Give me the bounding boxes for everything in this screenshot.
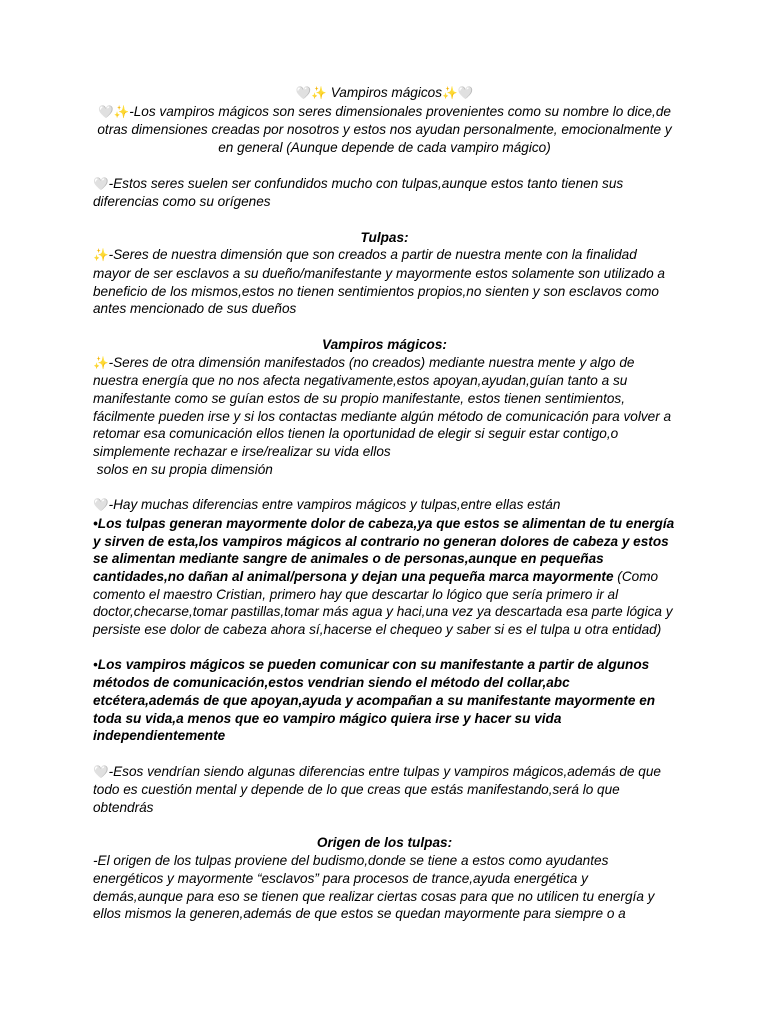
heart-sparkle-icon: 🤍✨ <box>98 104 130 119</box>
title-text: Vampiros mágicos <box>326 85 443 100</box>
sparkle-heart-icon: ✨🤍 <box>442 86 474 100</box>
heart-icon: 🤍 <box>93 498 109 513</box>
confusion-text: -Estos seres suelen ser confundidos mucho con tulpas,aunque estos tanto tienen sus diferencias como su orígenes <box>93 175 624 210</box>
document-title <box>93 84 676 103</box>
difference-point-1-note: (Como comento el maestro Cristian, primero hay que descartar lo lógico que sería primero ir al doctor,checarse,tomar pastillas,tomar más agua y haci,una vez ya descartada esa parte lógica y persiste ese dolor de cabeza ahora sí,hacerse el chequeo y saber si es el tulpa u otra entidad) <box>93 568 673 638</box>
confusion-paragraph <box>93 175 676 211</box>
heart-icon: 🤍 <box>93 764 109 779</box>
difference-point-2-bold: Los vampiros mágicos se pueden comunicar con su manifestante a partir de algunos métodos de comunicación,estos vendrian siendo el método del collar,abc etcétera,además de que apoyan,ayuda y acompañan a su manifestante mayormente en toda su vida,a menos que eo vampiro mágico quiera irse y hacer su vida independientemente <box>93 657 656 744</box>
tulpas-text: -Seres de nuestra dimensión que son creados a partir de nuestra mente con la finalidad mayor de ser esclavos a su dueño/manifestante y mayormente estos solamente son utilizado a beneficio de los mismos,estos no tienen sentimientos propios,no sienten y son esclavos como antes mencionado de sus dueños <box>93 247 665 317</box>
tulpas-heading: Tulpas: <box>360 229 409 245</box>
differences-intro-text: -Hay muchas diferencias entre vampiros mágicos y tulpas,entre ellas están <box>108 497 561 513</box>
origin-paragraph: -El origen de los tulpas proviene del budismo,donde se tiene a estos como ayudantes energéticos y mayormente “esclavos” para procesos de trance,ayuda energética y demás,aunque para eso se tienen que realizar ciertas cosas para que no utilicen tu energía y ellos mismos la generen,además de que estos se quedan mayormente para siempre o a <box>93 853 655 922</box>
heart-icon: 🤍 <box>93 176 109 191</box>
tulpas-paragraph <box>93 246 676 318</box>
conclusion-text: -Esos vendrían siendo algunas diferencias entre tulpas y vampiros mágicos,además de que todo es cuestión mental y depende de lo que creas que estás manifestando,será lo que obtendrás <box>93 763 661 816</box>
differences-intro <box>93 496 676 515</box>
sparkle-icon: ✨ <box>93 355 109 370</box>
difference-point-1 <box>93 515 676 639</box>
conclusion-paragraph <box>93 763 676 817</box>
bullet-icon: • <box>93 657 98 673</box>
intro-paragraph <box>93 103 676 157</box>
difference-point-1-bold: •Los tulpas generan mayormente dolor de cabeza,ya que estos se alimentan de tu energía y sirven de esta,los vampiros mágicos al contrario no generan dolores de cabeza y estos se alimentan mediante sangre de animales o de personas,aunque en pequeñas cantidades,no dañan al animal/persona y dejan una pequeña marca mayormente <box>93 515 675 584</box>
vampiros-text-line2: solos en su propia dimensión <box>93 461 273 477</box>
heart-sparkle-icon: 🤍✨ <box>295 86 327 100</box>
sparkle-icon: ✨ <box>93 248 109 263</box>
difference-point-2 <box>93 656 676 745</box>
origin-heading: Origen de los tulpas: <box>316 835 453 851</box>
vampiros-heading: Vampiros mágicos: <box>322 336 447 352</box>
vampiros-paragraph <box>93 354 676 461</box>
vampiros-text: -Seres de otra dimensión manifestados (no creados) mediante nuestra mente y algo de nuestra energía que no nos afecta negativamente,estos apoyan,ayudan,guían tanto a su manifestante como se guían estos de su propio manifestante, estos tienen sentimientos, fácilmente pueden irse y si los contactas mediante algún método de comunicación para volver a retomar esa comunicación ellos tienen la oportunidad de elegir si seguir estar contigo,o simplemente rechazar e irse/realizar su vida ellos <box>93 354 672 460</box>
intro-text: -Los vampiros mágicos son seres dimensionales provenientes como su nombre lo dice,de otras dimensiones creadas por nosotros y estos nos ayudan personalmente, emocionalmente y en general (Aunque depende de cada vampiro mágico) <box>97 103 672 156</box>
